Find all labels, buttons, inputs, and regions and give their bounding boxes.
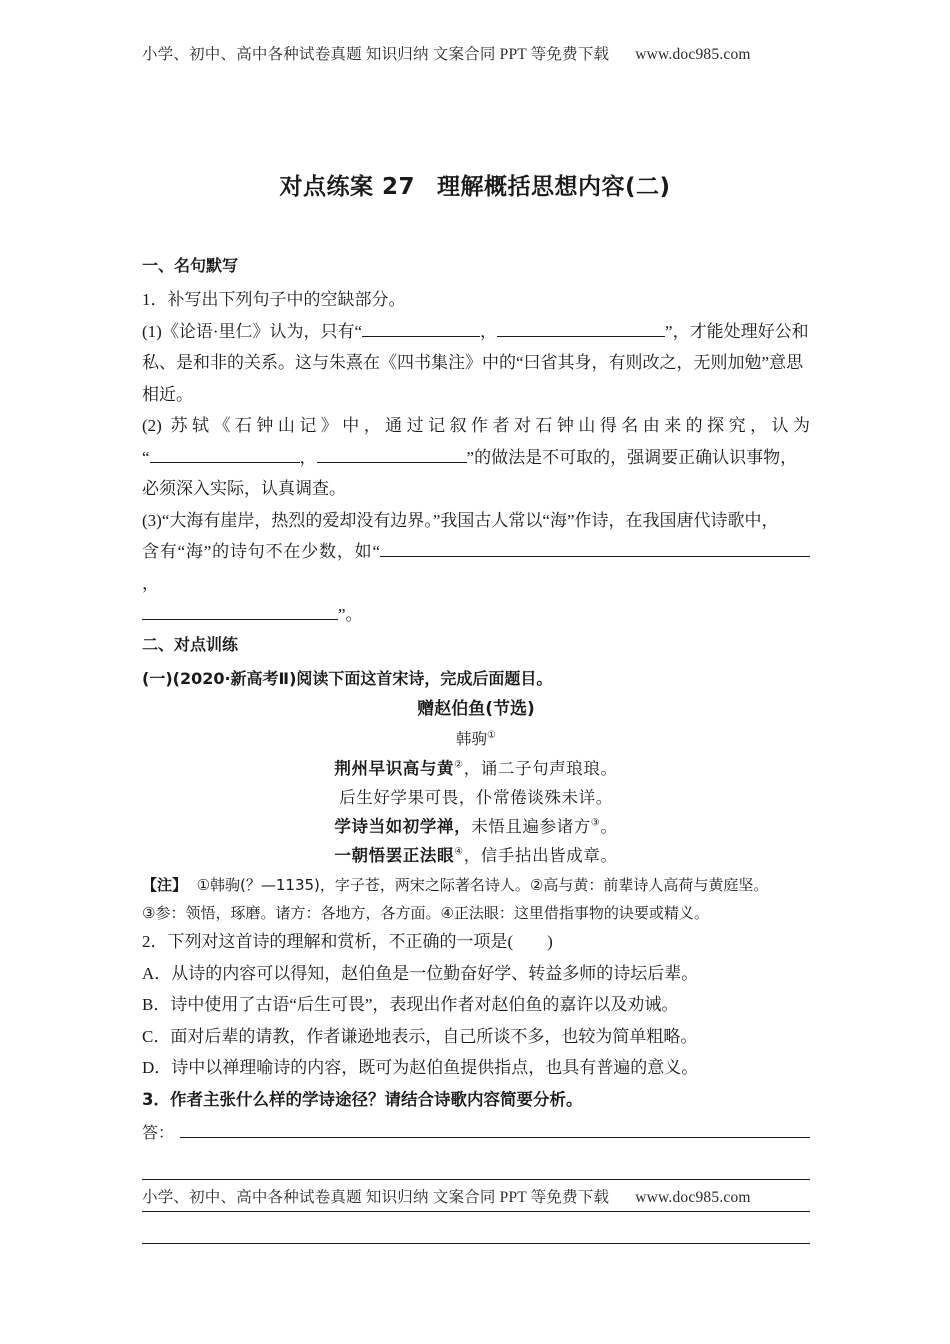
running-head [142,42,818,64]
poem-author [142,725,810,754]
question-2-option-b[interactable]: B．诗中使用了古语“后生可畏”，表现出作者对赵伯鱼的嘉许以及劝诫。 [142,995,679,1014]
poem-line-3a: 学诗当如初学禅， [334,817,472,836]
question-2-option-c[interactable]: C．面对后辈的请教，作者谦逊地表示，自己所谈不多，也较为简单粗略。 [142,1026,698,1046]
poem-line-1a: 荆州早识高与黄 [334,759,455,778]
running-head-site: www.doc985.com [635,46,751,63]
fill-item-3-lead: (3)“大海有崖岸，热烈的爱却没有边界。”我国古人常以“海”作诗，在我国唐代诗歌中， [142,510,779,530]
fill-blank-3a[interactable] [380,539,810,557]
fill-blank-2a[interactable] [150,445,300,463]
section-two-heading: 二、对点训练 [142,634,239,654]
poem-line-3-note: ③ [590,817,601,829]
question-2-stem-text: 2．下列对这首诗的理解和赏析，不正确的一项是( [142,932,514,951]
annotations-text-1: ①韩驹(？—1135)，字子苍，两宋之际著名诗人。②高与黄：前辈诗人高荷与黄庭坚。 [196,876,769,894]
fill-blank-1b[interactable] [497,319,665,337]
annotations-label: 【注】 [142,876,188,894]
fill-item-2-quote: “ [142,447,150,467]
answer-rule[interactable] [142,1212,810,1244]
poem-title: 赠赵伯鱼(节选) [417,699,535,719]
poem-line-3b: 未悟且遍参诸方 [471,817,591,836]
fill-item-3-tail-line [142,599,810,631]
poem-line [142,783,810,812]
fill-blank-2b[interactable] [317,445,467,463]
fill-item-2-mid: ， [299,447,317,467]
worksheet-body [142,252,810,1244]
reading-source-line: (一)(2020·新高考Ⅱ)阅读下面这首宋诗，完成后面题目。 [142,668,553,688]
fill-item-2-lead: (2) 苏轼《石钟山记》中，通过记叙作者对石钟山得名由来的探究，认为 [142,416,810,435]
question-2-stem-close: ) [547,932,553,951]
fill-item-2-tail: ”的做法是不可取的，强调要正确认识事物， [466,447,798,467]
fill-item-3-comma: ， [142,573,159,593]
answer-label: 答： [142,1123,175,1142]
running-foot-text: 小学、初中、高中各种试卷真题 知识归纳 文案合同 PPT 等免费下载 [142,1189,610,1206]
answer-first-line[interactable] [142,1117,810,1148]
poem-line-2a: 后生好学果可畏， [339,788,476,807]
poem-line-2b: 仆常倦谈殊未详。 [476,788,613,807]
fill-item-1-lead: (1)《论语·里仁》认为，只有“ [142,321,363,341]
question-1-stem: 1．补写出下列句子中的空缺部分。 [142,290,406,309]
fill-item-1-cont: 私、是和非的关系。这与朱熹在《四书集注》中的“曰省其身，有则改之，无则加勉”意思 [142,353,804,372]
page-title-subject: 理解概括思想内容(二) [436,174,671,200]
question-2-stem [142,926,810,958]
running-head-text: 小学、初中、高中各种试卷真题 知识归纳 文案合同 PPT 等免费下载 [142,46,610,63]
poem-line-1-note: ② [454,759,464,771]
answer-rule[interactable] [180,1123,810,1138]
page-title [0,168,950,201]
poem-line-4a: 一朝悟罢正法眼 [334,846,455,865]
fill-item-1-tail: ”，才能处理好公和 [665,321,809,341]
fill-item-3-tail: ”。 [338,605,363,624]
answer-rule[interactable] [142,1148,810,1180]
poem-line-3-tail: 。 [600,817,618,836]
poem-line [142,812,810,841]
fill-item-1 [142,316,810,348]
fill-blank-3b[interactable] [142,602,338,620]
question-3-stem: 3．作者主张什么样的学诗途径？请结合诗歌内容简要分析。 [142,1089,583,1109]
poem-author-name: 韩驹 [456,730,488,748]
section-one-heading: 一、名句默写 [142,256,239,275]
fill-item-3 [142,536,810,599]
question-2-option-d[interactable]: D．诗中以禅理喻诗的内容，既可为赵伯鱼提供指点，也具有普遍的意义。 [142,1058,699,1077]
fill-item-2 [142,442,810,474]
fill-item-3-cont: 含有“海”的诗句不在少数，如“ [142,542,380,561]
poem-line [142,841,810,870]
poem-line [142,754,810,783]
running-foot [142,1185,818,1207]
poem-line-4b: ，信手拈出皆成章。 [463,846,618,865]
poem-line-1b: ，诵二子句声琅琅。 [463,759,618,778]
page-title-label: 对点练案 27 [279,174,415,200]
poem-author-note-marker: ① [487,729,496,741]
question-2-option-a[interactable]: A．从诗的内容可以得知，赵伯鱼是一位勤奋好学、转益多师的诗坛后辈。 [142,963,699,983]
fill-blank-1a[interactable] [362,319,480,337]
fill-item-2-cont: 必须深入实际，认真调查。 [142,479,346,498]
poem-line-4-note: ④ [454,846,464,858]
annotations-line-2: ③参：领悟，琢磨。诸方：各地方，各方面。④正法眼：这里借指事物的诀要或精义。 [142,904,709,922]
running-foot-site: www.doc985.com [635,1189,751,1206]
fill-item-1-mid: ， [480,321,498,341]
annotations-line-1 [142,872,810,898]
fill-item-1-cont2: 相近。 [142,384,193,404]
